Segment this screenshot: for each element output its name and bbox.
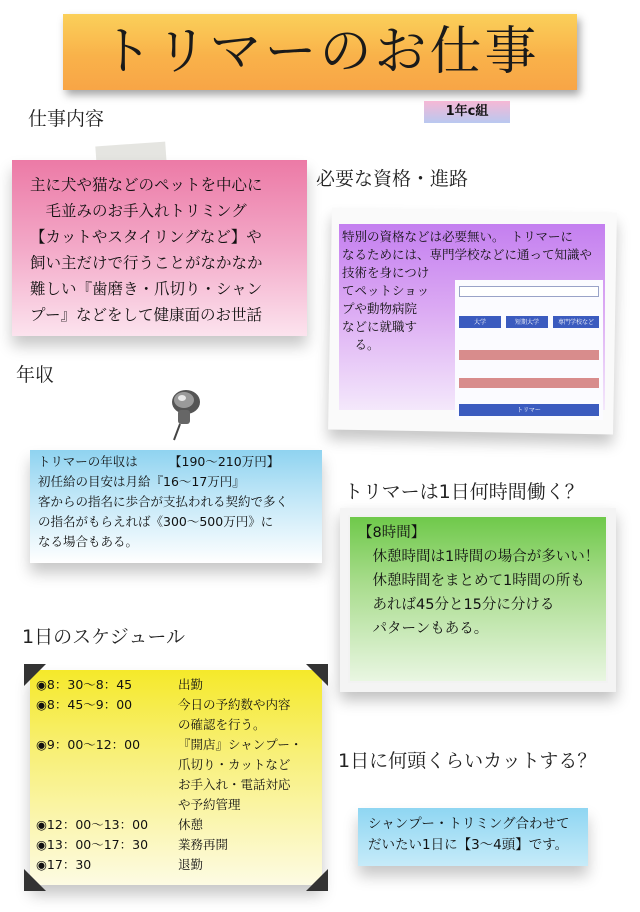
schedule-task: 退勤 bbox=[178, 857, 204, 872]
schedule-heading: 1日のスケジュール bbox=[22, 626, 185, 648]
qualification-line: る。 bbox=[342, 337, 380, 352]
qualification-line: なるためには、専門学校などに通って知識や bbox=[342, 247, 593, 262]
diagram-label: 短期大学 bbox=[514, 319, 539, 326]
qualification-line: プや動物病院 bbox=[342, 301, 418, 316]
schedule-task: 休憩 bbox=[178, 817, 204, 832]
schedule-task: 業務再開 bbox=[178, 837, 229, 852]
schedule-task: お手入れ・電話対応 bbox=[178, 777, 291, 792]
schedule-time: ◉9：00〜12：00 bbox=[36, 737, 141, 752]
schedule-row bbox=[36, 735, 316, 755]
cuts-line: シャンプー・トリミング合わせて bbox=[368, 816, 570, 832]
income-line: 客からの指名に歩合が支払われる契約で多く bbox=[38, 494, 289, 509]
schedule-row bbox=[36, 755, 316, 775]
job-card bbox=[12, 160, 307, 336]
diagram-bar bbox=[459, 378, 599, 388]
qualification-line: てペットショッ bbox=[342, 283, 430, 298]
schedule-row bbox=[36, 835, 316, 855]
income-line: 初任給の目安は月給『16〜17万円』 bbox=[38, 474, 245, 489]
qualification-heading: 必要な資格・進路 bbox=[316, 168, 469, 190]
schedule-row bbox=[36, 795, 316, 815]
job-heading: 仕事内容 bbox=[28, 108, 105, 130]
income-line: なる場合もある。 bbox=[38, 534, 139, 549]
job-line: プー』などをして健康面のお世話 bbox=[30, 306, 263, 324]
hours-line: 【8時間】 bbox=[358, 525, 426, 541]
pushpin-icon bbox=[160, 388, 208, 444]
income-line: の指名がもらえれば《300〜500万円》に bbox=[38, 514, 274, 529]
job-line: 毛並みのお手入れトリミング bbox=[30, 202, 247, 220]
schedule-task: 『開店』シャンプー・ bbox=[178, 737, 303, 752]
hours-line: あれば45分と15分に分ける bbox=[358, 597, 555, 613]
income-line: トリマーの年収は 【190〜210万円】 bbox=[38, 454, 280, 469]
diagram-label: トリマー bbox=[517, 407, 541, 414]
income-heading: 年収 bbox=[16, 364, 55, 386]
job-line: 難しい『歯磨き・爪切り・シャン bbox=[30, 280, 263, 298]
schedule-row bbox=[36, 715, 316, 735]
hours-line: 休憩時間をまとめて1時間の所も bbox=[358, 573, 585, 589]
schedule-time: ◉8：45〜9：00 bbox=[36, 697, 133, 712]
hours-line: パターンもある。 bbox=[358, 621, 489, 637]
schedule-task: の確認を行う。 bbox=[178, 717, 266, 732]
schedule-row bbox=[36, 855, 316, 875]
hours-card bbox=[348, 515, 608, 683]
cuts-heading: 1日に何頭くらいカットする？ bbox=[338, 750, 597, 772]
schedule-row bbox=[36, 695, 316, 715]
schedule-task: や予約管理 bbox=[178, 797, 241, 812]
class-badge: 1年c組 bbox=[424, 101, 510, 123]
schedule-row bbox=[36, 675, 316, 695]
diagram-bar bbox=[459, 350, 599, 360]
schedule-task: 出勤 bbox=[178, 677, 204, 692]
hours-heading: トリマーは1日何時間働く？ bbox=[344, 481, 584, 503]
schedule-row bbox=[36, 775, 316, 795]
job-line: 飼い主だけで行うことがなかなか bbox=[30, 254, 263, 272]
qualification-line: などに就職す bbox=[342, 319, 418, 334]
diagram-label: 大学 bbox=[473, 319, 486, 326]
schedule-time: ◉8：30〜8：45 bbox=[36, 677, 133, 692]
cuts-card bbox=[358, 808, 588, 866]
schedule-row bbox=[36, 815, 316, 835]
schedule-task: 爪切り・カットなど bbox=[178, 757, 291, 772]
diagram-top-box bbox=[459, 286, 599, 297]
diagram-label: 専門学校など bbox=[557, 319, 594, 326]
schedule-time: ◉13：00〜17：30 bbox=[36, 837, 149, 852]
hours-line: 休憩時間は1時間の場合が多いい！ bbox=[358, 549, 600, 565]
qualification-line: 特別の資格などは必要無い。 トリマーに bbox=[342, 229, 574, 244]
schedule-task: 今日の予約数や内容 bbox=[178, 697, 291, 712]
job-line: 【カットやスタイリングなど】や bbox=[30, 228, 262, 246]
schedule-time: ◉17：30 bbox=[36, 857, 92, 872]
schedule-table bbox=[36, 675, 316, 875]
qualification-line: 技術を身につけ bbox=[342, 265, 430, 280]
income-card bbox=[30, 450, 322, 563]
cuts-line: だいたい1日に【3〜4頭】です。 bbox=[368, 837, 569, 853]
schedule-time: ◉12：00〜13：00 bbox=[36, 817, 149, 832]
page-title: トリマーのお仕事 bbox=[100, 22, 540, 82]
job-line: 主に犬や猫などのペットを中心に bbox=[30, 176, 263, 194]
